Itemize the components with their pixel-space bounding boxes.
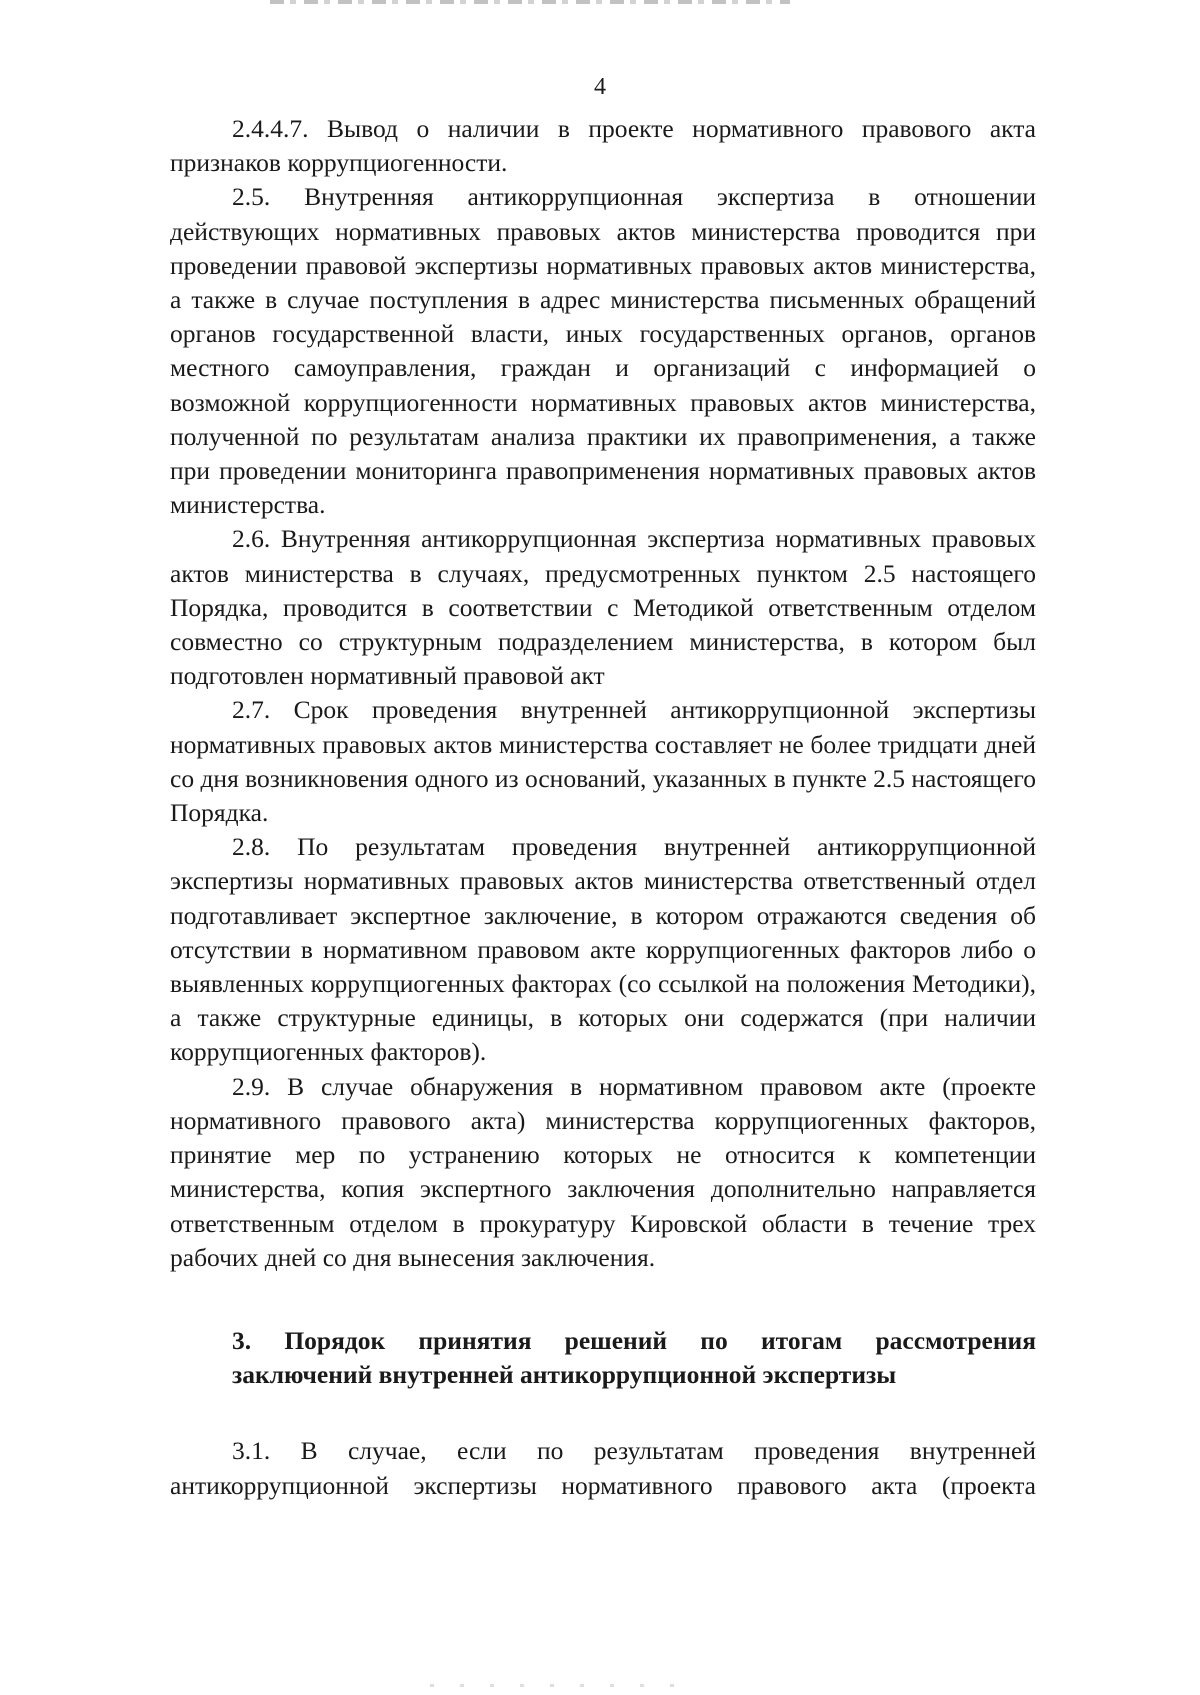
section-heading-line2: заключений внутренней антикоррупционной экспертизы bbox=[232, 1360, 897, 1390]
section-heading bbox=[170, 1324, 1036, 1392]
document-body bbox=[170, 112, 1036, 1503]
paragraph-2-7: 2.7. Срок проведения внутренней антикоррупционной экспертизы нормативных правовых актов министерства составляет не более тридцати дней со дня возникновения одного из оснований, указанных в пункте 2.5 настоящего Порядка. bbox=[170, 695, 1037, 828]
paragraph-2-8: 2.8. По результатам проведения внутренней антикоррупционной экспертизы нормативных правовых актов министерства ответственный отдел подготавливает экспертное заключение, в котором отражаются сведения об отсутствии в нормативном правовом акте коррупциогенных факторов либо о выявленных коррупциогенных факторах (со ссылкой на положения Методики), а также структурные единицы, в которых они содержатся (при наличии коррупциогенных факторов). bbox=[170, 832, 1036, 1067]
section-heading-line1: 3. Порядок принятия решений по итогам рассмотрения bbox=[232, 1325, 1036, 1355]
page-number: 4 bbox=[594, 74, 606, 100]
paragraph-2-5: 2.5. Внутренняя антикоррупционная экспертиза в отношении действующих нормативных правовых актов министерства проводится при проведении правовой экспертизы нормативных правовых актов министерства, а также в случае поступления в адрес министерства письменных обращений органов государственной власти, иных государственных органов, органов местного самоуправления, граждан и организаций с информацией о возможной коррупциогенности нормативных правовых актов министерства, полученной по результатам анализа практики их правоприменения, а также при проведении мониторинга правоприменения нормативных правовых актов министерства. bbox=[170, 182, 1036, 520]
scan-artifact-top bbox=[270, 0, 790, 4]
paragraph-3-1: 3.1. В случае, если по результатам проведения внутренней антикоррупционной экспертизы нормативного правового акта (проекта bbox=[170, 1436, 1036, 1500]
paragraph-2-4-4-7: 2.4.4.7. Вывод о наличии в проекте нормативного правового акта признаков коррупциогенности. bbox=[170, 114, 1036, 178]
paragraph-2-6: 2.6. Внутренняя антикоррупционная экспертиза нормативных правовых актов министерства в случаях, предусмотренных пунктом 2.5 настоящего Порядка, проводится в соответствии с Методикой ответственным отделом совместно со структурным подразделением министерства, в котором был подготовлен нормативный правовой акт bbox=[170, 524, 1036, 691]
paragraph-2-9: 2.9. В случае обнаружения в нормативном правовом акте (проекте нормативного правового акта) министерства коррупциогенных факторов, принятие мер по устранению которых не относится к компетенции министерства, копия экспертного заключения дополнительно направляется ответственным отделом в прокуратуру Кировской области в течение трех рабочих дней со дня вынесения заключения. bbox=[170, 1071, 1036, 1272]
scan-artifact-bottom bbox=[430, 1684, 690, 1687]
